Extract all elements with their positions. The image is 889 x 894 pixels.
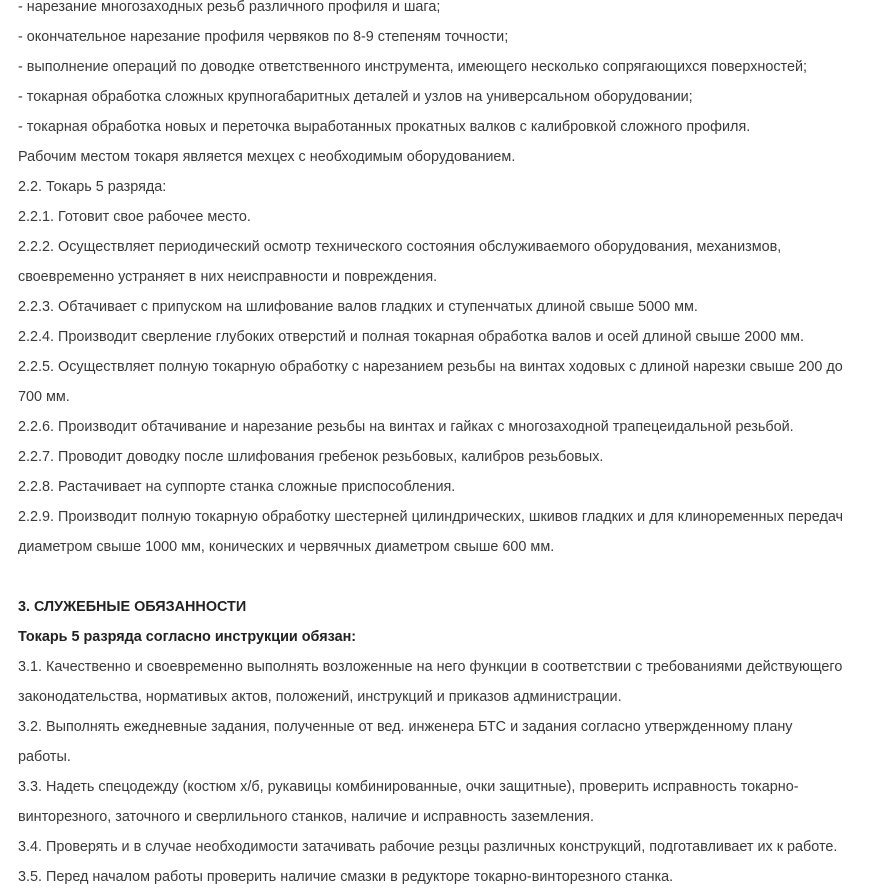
paragraph-line: 3.5. Перед началом работы проверить наличие смазки в редукторе токарно-винторезного станка. (18, 869, 674, 885)
section-3 (18, 592, 889, 892)
paragraph-line: 2.2.3. Обтачивает с припуском на шлифование валов гладких и ступенчатых длиной свыше 5000 мм. (18, 299, 698, 315)
paragraph-2-2-2 (18, 232, 889, 292)
paragraph-line: своевременно устраняет в них неисправности и повреждения. (18, 269, 438, 285)
paragraph-line: 3.1. Качественно и своевременно выполнять возложенные на него функции в соответствии с требованиями действующего (18, 659, 843, 675)
list-item: - окончательное нарезание профиля червяков по 8-9 степеням точности; (18, 29, 509, 45)
paragraph-2-2-5 (18, 352, 889, 412)
paragraph-2-2-7 (18, 442, 889, 472)
paragraph-3-4 (18, 832, 889, 862)
paragraph-3-2 (18, 712, 889, 772)
paragraph-line: законодательства, нормативых актов, положений, инструкций и приказов администрации. (18, 689, 622, 705)
paragraph-line: 3.2. Выполнять ежедневные задания, полученные от вед. инженера БТС и задания согласно утвержденному плану (18, 719, 793, 735)
list-item: - нарезание многозаходных резьб различного профиля и шага; (18, 0, 441, 15)
paragraph-2-2-9 (18, 502, 889, 562)
paragraph-line: 2.2.7. Проводит доводку после шлифования гребенок резьбовых, калибров резьбовых. (18, 449, 604, 465)
paragraph-line: 2.2.4. Производит сверление глубоких отверстий и полная токарная обработка валов и осей длиной свыше 2000 мм. (18, 329, 805, 345)
list-item: - токарная обработка сложных крупногабаритных деталей и узлов на универсальном оборудовании; (18, 89, 693, 105)
paragraph-line: 2.2.2. Осуществляет периодический осмотр технического состояния обслуживаемого оборудования, механизмов, (18, 239, 782, 255)
paragraph-3-1 (18, 652, 889, 712)
intro-list (18, 0, 889, 142)
paragraph-line: 2.2.5. Осуществляет полную токарную обработку с нарезанием резьбы на винтах ходовых с длиной нарезки свыше 200 до (18, 359, 843, 375)
paragraph-line: винторезного, заточного и сверлильного станков, наличие и исправность заземления. (18, 809, 594, 825)
paragraph-line: 2.2.9. Производит полную токарную обработку шестерней цилиндрических, шкивов гладких и для клиноременных передач (18, 509, 844, 525)
paragraph-line: 2.2.6. Производит обтачивание и нарезание резьбы на винтах и гайках с многозаходной трапецеидальной резьбой. (18, 419, 794, 435)
paragraph-2-2-6 (18, 412, 889, 442)
section-spacer (18, 562, 889, 592)
section-2-2-title: 2.2. Токарь 5 разряда: (18, 179, 167, 195)
paragraph-line: диаметром свыше 1000 мм, конических и червячных диаметром свыше 600 мм. (18, 539, 555, 555)
paragraph-2-2-1 (18, 202, 889, 232)
section-2-2 (18, 172, 889, 562)
paragraph-3-3 (18, 772, 889, 832)
paragraph-2-2-8 (18, 472, 889, 502)
paragraph-line: 2.2.8. Растачивает на суппорте станка сложные приспособления. (18, 479, 456, 495)
paragraph-line: работы. (18, 749, 71, 765)
list-item: - выполнение операций по доводке ответственного инструмента, имеющего несколько сопрягающихся поверхностей; (18, 59, 808, 75)
paragraph-3-5 (18, 862, 889, 892)
paragraph-line: 3.4. Проверять и в случае необходимости затачивать рабочие резцы различных конструкций, подготавливает их к работе. (18, 839, 838, 855)
section-3-subheading: Токарь 5 разряда согласно инструкции обязан: (18, 629, 357, 645)
workplace-paragraph: Рабочим местом токаря является мехцех с необходимым оборудованием. (18, 149, 516, 165)
paragraph-2-2-3 (18, 292, 889, 322)
paragraph-line: 3.3. Надеть спецодежду (костюм х/б, рукавицы комбинированные, очки защитные), проверить исправность токарно- (18, 779, 799, 795)
list-item: - токарная обработка новых и переточка выработанных прокатных валков с калибровкой сложного профиля. (18, 119, 751, 135)
paragraph-line: 700 мм. (18, 389, 70, 405)
paragraph-line: 2.2.1. Готовит свое рабочее место. (18, 209, 251, 225)
section-3-heading: 3. СЛУЖЕБНЫЕ ОБЯЗАННОСТИ (18, 599, 247, 615)
paragraph-2-2-4 (18, 322, 889, 352)
